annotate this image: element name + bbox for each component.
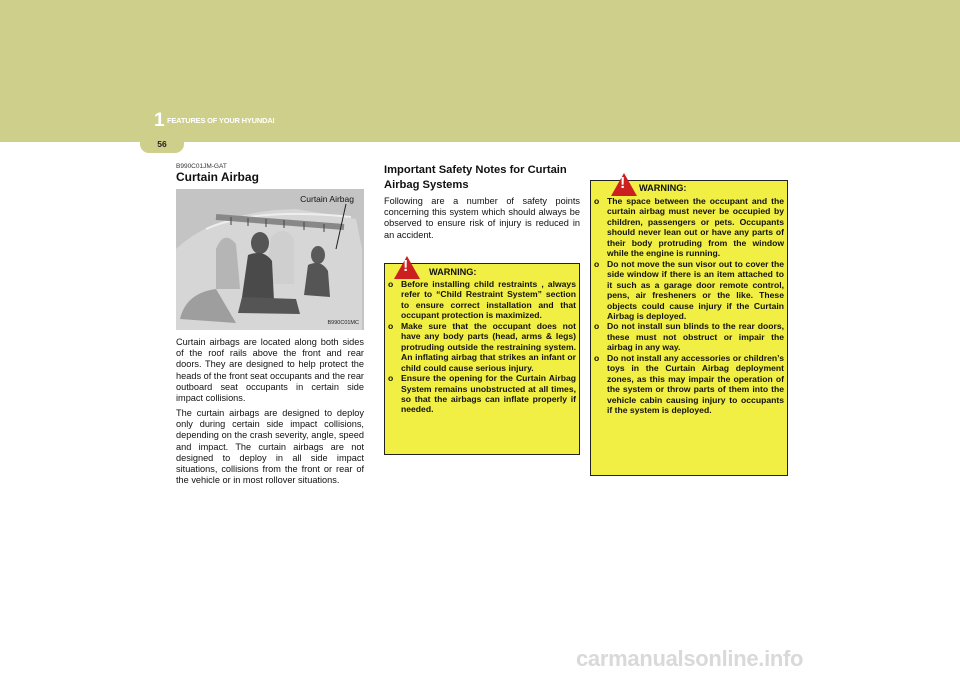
warning-item: o Ensure the opening for the Curtain Airbag System remains unobstructed at all times, so that the airbags can inflate properly if needed. xyxy=(388,373,576,415)
warning-item: o Do not install sun blinds to the rear doors, these must not obstruct or impair the airbag in any way. xyxy=(594,321,784,353)
safety-notes-heading: Important Safety Notes for Curtain Airbag Systems xyxy=(384,164,567,191)
car-interior-drawing xyxy=(176,189,364,330)
chapter-title: FEATURES OF YOUR HYUNDAI xyxy=(167,116,275,125)
warning-box-child-restraints xyxy=(384,258,580,455)
section-code: B990C01JM-GAT xyxy=(176,163,227,170)
warning-icon: ! xyxy=(611,173,637,196)
bullet-marker: o xyxy=(594,258,600,269)
warning-icon: ! xyxy=(394,256,420,279)
bullet-marker: o xyxy=(388,373,394,384)
warning-box-occupant-space xyxy=(590,175,788,476)
curtain-airbag-paragraph-1: Curtain airbags are located along both sides of the roof rails above the front and rear doors. They are designed to help protect the heads of the front seat occupants and the rear outboard seat occupants in certain side impact collisions. xyxy=(176,337,364,404)
figure-code: B990C01MC xyxy=(327,320,359,326)
chapter-number: 1 xyxy=(154,110,165,131)
warning-item: o Do not move the sun visor out to cover the side window if there is an item attached to it such as a garage door remote control, pens, air fresheners or the like. These objects could cause injury if the Curtain Airbag is deployed. xyxy=(594,258,784,321)
warning-list xyxy=(594,196,784,416)
bullet-marker: o xyxy=(594,196,600,206)
bullet-marker: o xyxy=(594,352,600,363)
warning-item: o Before installing child restraints , always refer to “Child Restraint System” section to ensure correct installation and that occupant protection is maximized. xyxy=(388,279,576,321)
warning-title: WARNING: xyxy=(429,267,477,277)
bullet-marker: o xyxy=(388,320,394,331)
bullet-marker: o xyxy=(388,279,394,289)
warning-title: WARNING: xyxy=(639,183,687,193)
curtain-airbag-paragraph-2: The curtain airbags are designed to deploy only during certain side impact collisions, depending on the crash severity, angle, speed and impact. The curtain airbags are not designed to deploy in all side impact situations, collisions from the front or rear of the vehicle or in most rollover situations. xyxy=(176,408,364,486)
curtain-airbag-illustration xyxy=(176,189,364,330)
warning-item: o Do not install any accessories or children’s toys in the Curtain Airbag deployment zones, as this may impair the operation of the system or throw parts of them into the vehicle cabin causing injury to occupants if the system is deployed. xyxy=(594,352,784,416)
section-title: Curtain Airbag xyxy=(176,170,259,184)
figure-label: Curtain Airbag xyxy=(300,194,354,204)
warning-list xyxy=(388,279,576,415)
warning-item: o The space between the occupant and the curtain airbag must never be occupied by children, passengers or pets. Occupants should never lean out or have any parts of their body protruding from the window while the engine is running. xyxy=(594,196,784,259)
page-number: 56 xyxy=(140,136,184,153)
safety-notes-paragraph: Following are a number of safety points concerning this system which should always be observed to ensure risk of injury is reduced in an accident. xyxy=(384,196,580,240)
watermark: carmanualsonline.info xyxy=(576,646,804,671)
bullet-marker: o xyxy=(594,321,600,332)
warning-item: o Make sure that the occupant does not have any body parts (head, arms & legs) protruding outside the restraining system. An inflating airbag that strikes an infant or child could cause serious injury. xyxy=(388,320,576,373)
header-band xyxy=(0,0,960,142)
